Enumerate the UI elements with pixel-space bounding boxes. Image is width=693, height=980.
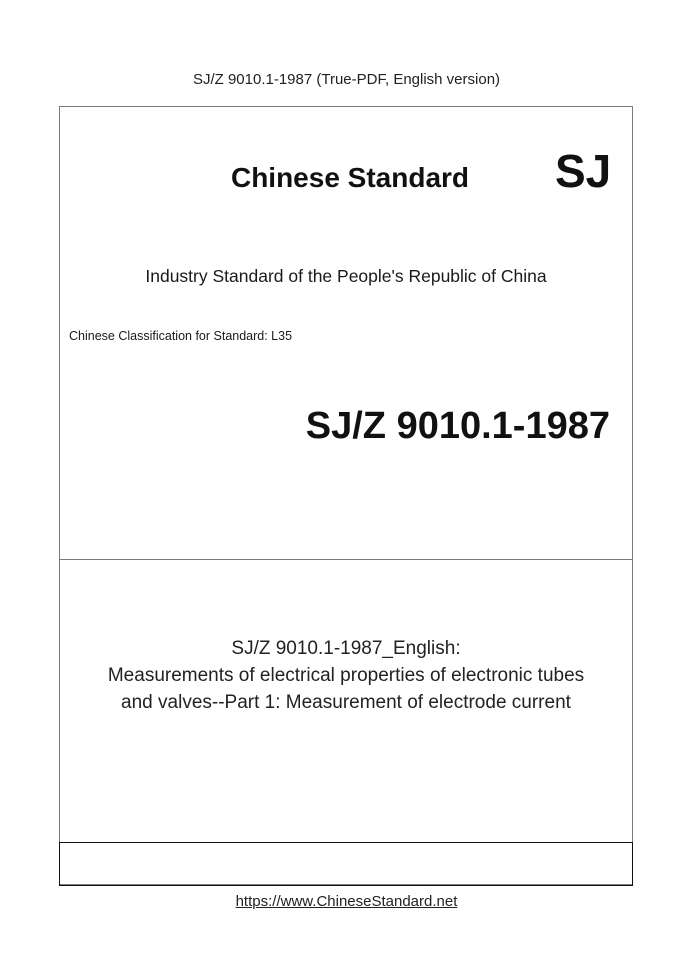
- footer-box: [59, 842, 633, 886]
- cover-subtitle: Industry Standard of the People's Republic of China: [145, 266, 547, 286]
- document-title-line-3: and valves--Part 1: Measurement of electrode current: [121, 692, 571, 713]
- cover-frame: [59, 106, 633, 885]
- document-title: [59, 635, 633, 716]
- standard-badge: SJ: [555, 145, 612, 197]
- standard-number: SJ/Z 9010.1-1987: [305, 405, 610, 447]
- classification-label: Chinese Classification for Standard: L35: [69, 329, 293, 343]
- document-title-line-1: SJ/Z 9010.1-1987_English:: [231, 638, 461, 659]
- section-divider: [59, 559, 633, 560]
- document-header: SJ/Z 9010.1-1987 (True-PDF, English version): [192, 71, 501, 88]
- document-title-line-2: Measurements of electrical properties of electronic tubes: [107, 665, 585, 686]
- website-link[interactable]: https://www.ChineseStandard.net: [235, 893, 458, 910]
- cover-title: Chinese Standard: [230, 162, 470, 193]
